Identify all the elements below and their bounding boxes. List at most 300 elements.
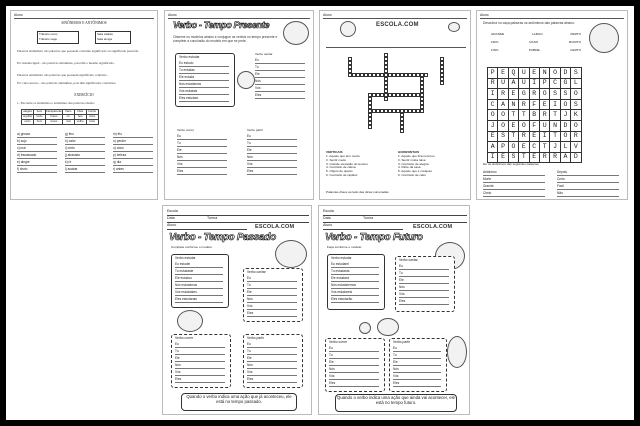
class-label: Turma bbox=[207, 216, 218, 220]
clue: 3. Grande elevação do terreno bbox=[326, 161, 368, 166]
word-search-cell[interactable]: I bbox=[539, 131, 549, 142]
answer-line[interactable]: Vós bbox=[175, 369, 225, 376]
answer-line[interactable]: i) certo bbox=[65, 145, 105, 152]
word-search-cell[interactable]: R bbox=[498, 89, 508, 100]
date-label: Data bbox=[167, 216, 175, 220]
word-search-cell[interactable]: J bbox=[550, 142, 560, 153]
answer-line[interactable]: Vós bbox=[177, 161, 227, 168]
word-search-cell[interactable]: R bbox=[539, 110, 549, 121]
brand-logo: ESCOLA.COM bbox=[255, 224, 295, 230]
word-search-cell[interactable]: T bbox=[550, 131, 560, 142]
word-search-cell[interactable]: T bbox=[508, 131, 518, 142]
word-search-cell[interactable]: Q bbox=[508, 68, 518, 79]
antonym-definition: Palavras antônimas: são palavras que possuem significado contrário. bbox=[17, 73, 108, 77]
crossword-cell[interactable] bbox=[368, 105, 372, 109]
student-label: Aluno bbox=[323, 223, 333, 227]
answer-line[interactable]: Tu bbox=[177, 140, 227, 147]
word-search-cell[interactable]: O bbox=[488, 110, 498, 121]
word-search-cell[interactable]: O bbox=[519, 120, 529, 131]
clue: 2. Sentir medo bbox=[326, 157, 347, 162]
student-name-label: Aluno bbox=[168, 13, 177, 17]
word-cell: claro bbox=[86, 115, 98, 120]
answer-line[interactable]: Eu bbox=[329, 345, 379, 352]
word-cell: mal bbox=[62, 120, 74, 125]
word-search-cell[interactable]: C bbox=[550, 78, 560, 89]
word-search-cell[interactable]: B bbox=[529, 110, 539, 121]
crossword-cell[interactable] bbox=[400, 129, 404, 133]
bird-illustration bbox=[448, 22, 460, 32]
answer-line[interactable]: Tu bbox=[399, 270, 449, 277]
word-search-cell[interactable]: L bbox=[571, 78, 581, 89]
word-search-cell[interactable]: A bbox=[488, 142, 498, 153]
answer-line[interactable]: Eles bbox=[399, 298, 449, 305]
clues-vertical bbox=[326, 151, 394, 178]
word-cell: triste bbox=[74, 110, 86, 115]
word-search-cell[interactable]: S bbox=[550, 89, 560, 100]
word-search-cell[interactable]: T bbox=[519, 152, 529, 163]
answer-line[interactable]: Tu bbox=[247, 140, 297, 147]
word-search-cell[interactable]: N bbox=[508, 99, 518, 110]
answer-line[interactable]: Ele bbox=[399, 277, 449, 284]
crossword-cell[interactable] bbox=[384, 69, 388, 73]
answer-line[interactable]: Eles bbox=[247, 168, 297, 175]
word-search-cell[interactable]: U bbox=[498, 78, 508, 89]
word-search-cell[interactable]: A bbox=[498, 99, 508, 110]
conjugation-line: Tu estudarás bbox=[331, 268, 379, 275]
clue: 1. Aquele que tem medo bbox=[326, 153, 360, 158]
answer-line[interactable]: Vós bbox=[399, 291, 449, 298]
answer-line[interactable]: Eu bbox=[175, 341, 225, 348]
answer-line[interactable]: Nós bbox=[247, 154, 297, 161]
crossword-cell[interactable] bbox=[420, 109, 424, 113]
word-cell: feio bbox=[74, 115, 86, 120]
word-cell: bem bbox=[34, 110, 46, 115]
word-search-cell[interactable]: T bbox=[539, 142, 549, 153]
date-label: Data bbox=[323, 216, 331, 220]
crossword-cell[interactable] bbox=[380, 93, 384, 97]
answer-line[interactable]: Vós bbox=[247, 369, 297, 376]
answer-list-right bbox=[113, 131, 153, 173]
target-word: FRIO bbox=[491, 39, 499, 44]
sub-instructions: Dê os sinônimos das seguintes palavras: bbox=[483, 162, 540, 166]
clue: 1. Aquele que fica nervoso bbox=[398, 153, 435, 158]
verb-box-correr bbox=[325, 338, 385, 392]
conjugation-line: Ele estudará bbox=[331, 275, 379, 282]
answer-line[interactable]: k) rir bbox=[65, 159, 105, 166]
answer-line[interactable]: Eu bbox=[247, 341, 297, 348]
word-search-cell[interactable]: J bbox=[488, 120, 498, 131]
word-cell: rio bbox=[62, 115, 74, 120]
answer-line[interactable]: Tu bbox=[175, 348, 225, 355]
answer-line[interactable]: Cheio bbox=[483, 190, 545, 197]
worksheet-past-tense bbox=[162, 205, 312, 415]
student-label: Aluno bbox=[167, 223, 177, 227]
word-search-cell[interactable]: T bbox=[550, 110, 560, 121]
answer-line[interactable]: Eu bbox=[393, 345, 441, 352]
word-search-row bbox=[488, 120, 582, 131]
answer-line[interactable]: Cedo bbox=[557, 176, 619, 183]
conjugation-line: Nós estudamos bbox=[179, 81, 229, 88]
verb-label: Verbo estudar bbox=[175, 256, 196, 260]
conjugation-line: Nós estudaremos bbox=[331, 282, 379, 289]
kid-reading-illustration bbox=[589, 23, 619, 53]
answer-line[interactable]: l) acabar bbox=[65, 166, 105, 173]
answer-line[interactable]: Eles bbox=[247, 376, 297, 383]
answer-line[interactable]: a) grosso bbox=[17, 131, 57, 138]
answer-line[interactable]: b) sujo bbox=[17, 138, 57, 145]
sheet-title: Verbo - Tempo Futuro bbox=[325, 232, 423, 243]
word-search-cell[interactable]: E bbox=[519, 142, 529, 153]
word-list bbox=[491, 33, 581, 53]
answer-line[interactable]: n) perder bbox=[113, 138, 153, 145]
answer-line[interactable]: Ele bbox=[247, 355, 297, 362]
verb-box-cantar bbox=[243, 268, 303, 322]
conjugation-line: Eu estudarei bbox=[331, 261, 379, 268]
word-cell: velho bbox=[74, 120, 86, 125]
answer-line[interactable]: Não bbox=[557, 190, 619, 197]
crossword-cell[interactable] bbox=[420, 89, 424, 93]
answer-line[interactable]: c) mal bbox=[17, 145, 57, 152]
answer-line[interactable]: d) fracassado bbox=[17, 152, 57, 159]
word-cell: bravo bbox=[46, 115, 63, 120]
word-search-cell[interactable]: J bbox=[560, 110, 570, 121]
verb-box-estudar bbox=[171, 254, 229, 308]
answer-line[interactable]: Nós bbox=[399, 284, 449, 291]
word-cell: certo bbox=[22, 120, 34, 125]
clue: 3. Contrário de alegria bbox=[398, 161, 429, 166]
word-search-cell[interactable]: O bbox=[508, 142, 518, 153]
word-search-cell[interactable]: O bbox=[560, 131, 570, 142]
verb-box-cantar bbox=[395, 256, 455, 312]
verb-box-partir bbox=[243, 334, 303, 388]
word-search-cell[interactable]: U bbox=[519, 78, 529, 89]
school-label: Escola bbox=[167, 209, 178, 213]
word-search-cell[interactable]: R bbox=[519, 99, 529, 110]
word-search-cell[interactable]: U bbox=[519, 68, 529, 79]
clue: 4. Parte da casa bbox=[398, 165, 421, 170]
word-search-cell[interactable]: D bbox=[560, 120, 570, 131]
clues-horizontal bbox=[398, 151, 466, 178]
word-search-cell[interactable]: E bbox=[529, 152, 539, 163]
target-word: PERTO bbox=[570, 32, 581, 36]
word-search-cell[interactable]: R bbox=[488, 78, 498, 89]
answer-line[interactable]: Eles bbox=[247, 310, 297, 317]
sheet-title: Verbo - Tempo Presente bbox=[173, 20, 270, 30]
verb-label: Verbo estudar bbox=[179, 55, 200, 59]
word-search-cell[interactable]: E bbox=[529, 131, 539, 142]
conjugation-line: Ele estudou bbox=[175, 275, 223, 282]
word-search-cell[interactable]: S bbox=[571, 99, 581, 110]
word-search-grid bbox=[487, 67, 582, 163]
crossword-cell[interactable] bbox=[440, 81, 444, 85]
answer-line[interactable]: Nós bbox=[177, 154, 227, 161]
example-box-right bbox=[95, 31, 131, 44]
word-search-cell[interactable]: U bbox=[539, 120, 549, 131]
answer-line[interactable]: Antônimo bbox=[483, 169, 545, 176]
example-line: Sala calada bbox=[97, 32, 113, 36]
synonym-answers-left bbox=[483, 169, 545, 197]
answer-line[interactable]: Eles bbox=[393, 380, 441, 387]
word-search-cell[interactable]: R bbox=[550, 152, 560, 163]
conjugation-line: Nós estudamos bbox=[175, 282, 223, 289]
conjugation-line: Eu estudo bbox=[179, 60, 229, 67]
answer-line[interactable]: j) atrasado bbox=[65, 152, 105, 159]
word-search-cell[interactable]: R bbox=[571, 131, 581, 142]
answer-list-left bbox=[17, 131, 57, 173]
worksheet-crossword bbox=[319, 10, 471, 200]
antonym-example: Ex: claro/escuro - são palavras antônimas, pois têm significados contrários. bbox=[17, 81, 117, 85]
answer-line[interactable]: Vós bbox=[247, 303, 297, 310]
word-search-cell[interactable]: E bbox=[488, 131, 498, 142]
word-search-cell[interactable]: E bbox=[529, 68, 539, 79]
answer-line[interactable]: m) frio bbox=[113, 131, 153, 138]
answer-line[interactable]: Eles bbox=[329, 380, 379, 387]
answer-line[interactable]: Vós bbox=[255, 85, 305, 92]
word-search-cell[interactable]: A bbox=[508, 78, 518, 89]
answer-line[interactable]: Vós bbox=[247, 161, 297, 168]
word-search-cell[interactable]: D bbox=[571, 152, 581, 163]
answer-line[interactable]: Eu bbox=[399, 263, 449, 270]
verb-label: Verbo correr bbox=[177, 128, 195, 132]
worksheet-future-tense bbox=[318, 205, 470, 415]
answer-line[interactable]: f) cheio bbox=[17, 166, 57, 173]
answer-line[interactable]: Ele bbox=[247, 147, 297, 154]
word-search-cell[interactable]: V bbox=[571, 142, 581, 153]
word-search-cell[interactable]: O bbox=[498, 120, 508, 131]
crossword-cell[interactable] bbox=[384, 97, 388, 101]
verb-box-correr bbox=[171, 334, 231, 388]
answer-line[interactable]: Ele bbox=[175, 355, 225, 362]
word-cell: forte bbox=[86, 120, 98, 125]
word-search-cell[interactable]: G bbox=[560, 78, 570, 89]
verb-block-correr bbox=[177, 129, 231, 175]
word-search-cell[interactable]: N bbox=[539, 68, 549, 79]
answer-line[interactable]: Tu bbox=[393, 352, 441, 359]
sheet-header bbox=[323, 13, 467, 19]
brand-logo: ESCOLA.COM bbox=[413, 224, 453, 230]
answer-line[interactable]: Nós bbox=[393, 366, 441, 373]
target-word: CERTO bbox=[570, 47, 581, 52]
clue: 6. Contrário de rapidez bbox=[326, 173, 358, 178]
word-search-cell[interactable]: P bbox=[488, 68, 498, 79]
word-search-row bbox=[488, 78, 582, 89]
rule-box: Quando o verbo indica uma ação que ainda vai acontecer, ele está no tempo futuro. bbox=[335, 394, 457, 412]
crossword-cell[interactable] bbox=[424, 73, 428, 77]
word-cell: bonito bbox=[86, 110, 98, 115]
word-search-cell[interactable]: E bbox=[539, 99, 549, 110]
answer-line[interactable]: e) alegre bbox=[17, 159, 57, 166]
word-search-cell[interactable]: E bbox=[498, 68, 508, 79]
answer-line[interactable]: Eu bbox=[247, 275, 297, 282]
answer-line[interactable]: Eles bbox=[255, 92, 305, 99]
word-search-row bbox=[488, 131, 582, 142]
word-search-cell[interactable]: K bbox=[571, 110, 581, 121]
answer-line[interactable]: Tu bbox=[247, 348, 297, 355]
instructions: Descubra no caça-palavras os antônimos das palavras abaixo: bbox=[483, 21, 575, 25]
verb-box-estudar bbox=[327, 254, 385, 310]
word-search-cell[interactable]: O bbox=[571, 120, 581, 131]
kids-illustration bbox=[377, 318, 399, 336]
word-search-cell[interactable]: T bbox=[508, 110, 518, 121]
word-search-cell[interactable]: I bbox=[529, 78, 539, 89]
verb-label: Verbo partir bbox=[247, 336, 265, 340]
kids-illustration bbox=[237, 71, 255, 89]
footer-note: Palavras-chave ao lado das dicas numeradas. bbox=[326, 190, 390, 194]
sheet-header bbox=[480, 13, 624, 19]
answer-line[interactable]: r) antes bbox=[113, 166, 153, 173]
word-search-cell[interactable]: R bbox=[539, 152, 549, 163]
answer-line[interactable]: Ele bbox=[329, 359, 379, 366]
word-search-cell[interactable]: L bbox=[560, 142, 570, 153]
answer-line[interactable]: Vós bbox=[393, 373, 441, 380]
answer-list-middle bbox=[65, 131, 105, 173]
answer-line[interactable]: Tu bbox=[255, 64, 305, 71]
sheet-title: SINÔNIMOS E ANTÔNIMOS bbox=[61, 21, 107, 25]
word-search-cell[interactable]: F bbox=[529, 120, 539, 131]
word-search-cell[interactable]: S bbox=[571, 68, 581, 79]
word-search-cell[interactable]: O bbox=[560, 99, 570, 110]
word-search-cell[interactable]: C bbox=[488, 99, 498, 110]
verb-label: Verbo cantar bbox=[399, 258, 418, 262]
verb-box-partir bbox=[389, 338, 447, 392]
word-search-cell[interactable]: O bbox=[571, 89, 581, 100]
conjugation-line: Vós estudais bbox=[179, 88, 229, 95]
word-search-cell[interactable]: F bbox=[529, 99, 539, 110]
answer-line[interactable]: Depois bbox=[557, 169, 619, 176]
answer-line[interactable]: o) claro bbox=[113, 145, 153, 152]
clues-heading: HORIZONTAIS bbox=[398, 150, 420, 154]
conjugation-line: Tu estudas bbox=[179, 67, 229, 74]
example-box-left bbox=[37, 31, 79, 44]
word-search-cell[interactable]: P bbox=[539, 78, 549, 89]
word-search-cell[interactable]: O bbox=[539, 89, 549, 100]
target-word: RASO bbox=[529, 39, 539, 44]
verb-label: Verbo cantar bbox=[247, 270, 266, 274]
sheet-header bbox=[168, 13, 310, 19]
target-word: BONITO bbox=[569, 39, 581, 44]
clue: 5. Objeto de quarto bbox=[326, 169, 353, 174]
answer-line[interactable]: Eles bbox=[177, 168, 227, 175]
word-cell: bom bbox=[34, 120, 46, 125]
instructions: Observe os modelos abaixo e conjugue os verbos no tempo presente e complete a conclusão do modelo em que se pede. bbox=[173, 35, 278, 44]
sheet-title: Verbo - Tempo Passado bbox=[169, 232, 276, 243]
word-search-cell[interactable]: I bbox=[488, 152, 498, 163]
word-search-cell[interactable]: I bbox=[488, 89, 498, 100]
sun-illustration bbox=[340, 21, 356, 37]
clues-heading: VERTICAIS bbox=[326, 150, 343, 154]
conjugation-line: Eles estudarão bbox=[331, 296, 379, 303]
word-search-cell[interactable]: I bbox=[550, 99, 560, 110]
word-search-cell[interactable]: E bbox=[498, 152, 508, 163]
word-search-cell[interactable]: N bbox=[550, 120, 560, 131]
exercise-title: EXERCÍCIO bbox=[74, 93, 94, 97]
answer-line[interactable]: g) fino bbox=[65, 131, 105, 138]
word-cell: fraco bbox=[62, 110, 74, 115]
answer-line[interactable]: Eu bbox=[255, 57, 305, 64]
verb-box-estudar bbox=[175, 53, 235, 107]
answer-line[interactable]: Eu bbox=[177, 133, 227, 140]
sheet-header bbox=[14, 13, 154, 19]
word-search-cell[interactable]: E bbox=[508, 89, 518, 100]
synonym-definition: Palavras sinônimas: são palavras que possuem o mesmo significado ou significado parecido. bbox=[17, 49, 140, 53]
verb-label: Verbo correr bbox=[329, 340, 348, 344]
worksheet-word-search bbox=[476, 10, 628, 200]
answer-line[interactable]: Nós bbox=[175, 362, 225, 369]
mountain-illustration bbox=[326, 37, 466, 48]
clue: 5. Aquele que é corajoso bbox=[398, 169, 433, 174]
verb-label: Verbo estudar bbox=[331, 256, 352, 260]
word-search-cell[interactable]: E bbox=[508, 120, 518, 131]
school-label: Escola bbox=[323, 209, 334, 213]
verb-label: Verbo partir bbox=[247, 128, 263, 132]
cartoon-kid-illustration bbox=[283, 21, 309, 45]
word-search-cell[interactable]: S bbox=[508, 152, 518, 163]
answer-line[interactable]: Ele bbox=[255, 71, 305, 78]
clue: 2. Sentir muita raiva bbox=[398, 157, 426, 162]
word-search-cell[interactable]: S bbox=[498, 131, 508, 142]
verb-label: Verbo cantar bbox=[255, 52, 273, 56]
brand-logo: ESCOLA.COM bbox=[376, 22, 419, 28]
kids-illustration bbox=[177, 310, 203, 332]
answer-line[interactable]: Nós bbox=[255, 78, 305, 85]
answer-line[interactable]: Nós bbox=[247, 296, 297, 303]
crossword-cell[interactable] bbox=[416, 109, 420, 113]
word-search-row bbox=[488, 68, 582, 79]
answer-line[interactable]: Eu bbox=[247, 133, 297, 140]
answer-line[interactable]: Nós bbox=[329, 366, 379, 373]
conjugation-line: Vós estudastes bbox=[175, 289, 223, 296]
word-search-cell[interactable]: G bbox=[519, 89, 529, 100]
word-search-row bbox=[488, 99, 582, 110]
student-name-label: Aluno bbox=[323, 13, 332, 17]
answer-line[interactable]: q) dia bbox=[113, 159, 153, 166]
target-word: POBRE bbox=[528, 47, 540, 52]
answer-line[interactable]: Grande bbox=[483, 183, 545, 190]
rule-box: Quando o verbo indica uma ação que já aconteceu, ele está no tempo passado. bbox=[181, 393, 297, 411]
word-search-cell[interactable]: S bbox=[560, 89, 570, 100]
word-search-cell[interactable]: T bbox=[519, 110, 529, 121]
answer-line[interactable]: Ele bbox=[393, 359, 441, 366]
crossword-cell[interactable] bbox=[368, 125, 372, 129]
answer-line[interactable]: Morte bbox=[483, 176, 545, 183]
ball-illustration bbox=[359, 322, 371, 334]
word-search-cell[interactable]: R bbox=[519, 131, 529, 142]
word-search-cell[interactable]: R bbox=[529, 89, 539, 100]
instructions: Complete conforme o modelo: bbox=[171, 245, 213, 249]
word-search-cell[interactable]: P bbox=[498, 142, 508, 153]
answer-line[interactable]: Ele bbox=[247, 289, 297, 296]
answer-line[interactable]: Tu bbox=[329, 352, 379, 359]
word-bank-table bbox=[21, 109, 99, 125]
answer-line[interactable]: Vós bbox=[329, 373, 379, 380]
answer-line[interactable]: Ele bbox=[177, 147, 227, 154]
answer-line[interactable]: Fácil bbox=[557, 183, 619, 190]
conjugation-line: Eu estudei bbox=[175, 261, 223, 268]
word-search-cell[interactable]: O bbox=[550, 68, 560, 79]
word-search-cell[interactable]: D bbox=[560, 68, 570, 79]
answer-line[interactable]: p) beleza bbox=[113, 152, 153, 159]
conjugation-line: Vós estudareis bbox=[331, 289, 379, 296]
word-search-cell[interactable]: A bbox=[560, 152, 570, 163]
word-search-cell[interactable]: C bbox=[529, 142, 539, 153]
answer-line[interactable]: Eles bbox=[175, 376, 225, 383]
answer-line[interactable]: Nós bbox=[247, 362, 297, 369]
answer-line[interactable]: Tu bbox=[247, 282, 297, 289]
clue: 6. Contrário de calor bbox=[398, 173, 427, 178]
worksheet-synonyms-antonyms bbox=[10, 10, 158, 200]
word-search-cell[interactable]: O bbox=[498, 110, 508, 121]
answer-line[interactable]: h) calor bbox=[65, 138, 105, 145]
